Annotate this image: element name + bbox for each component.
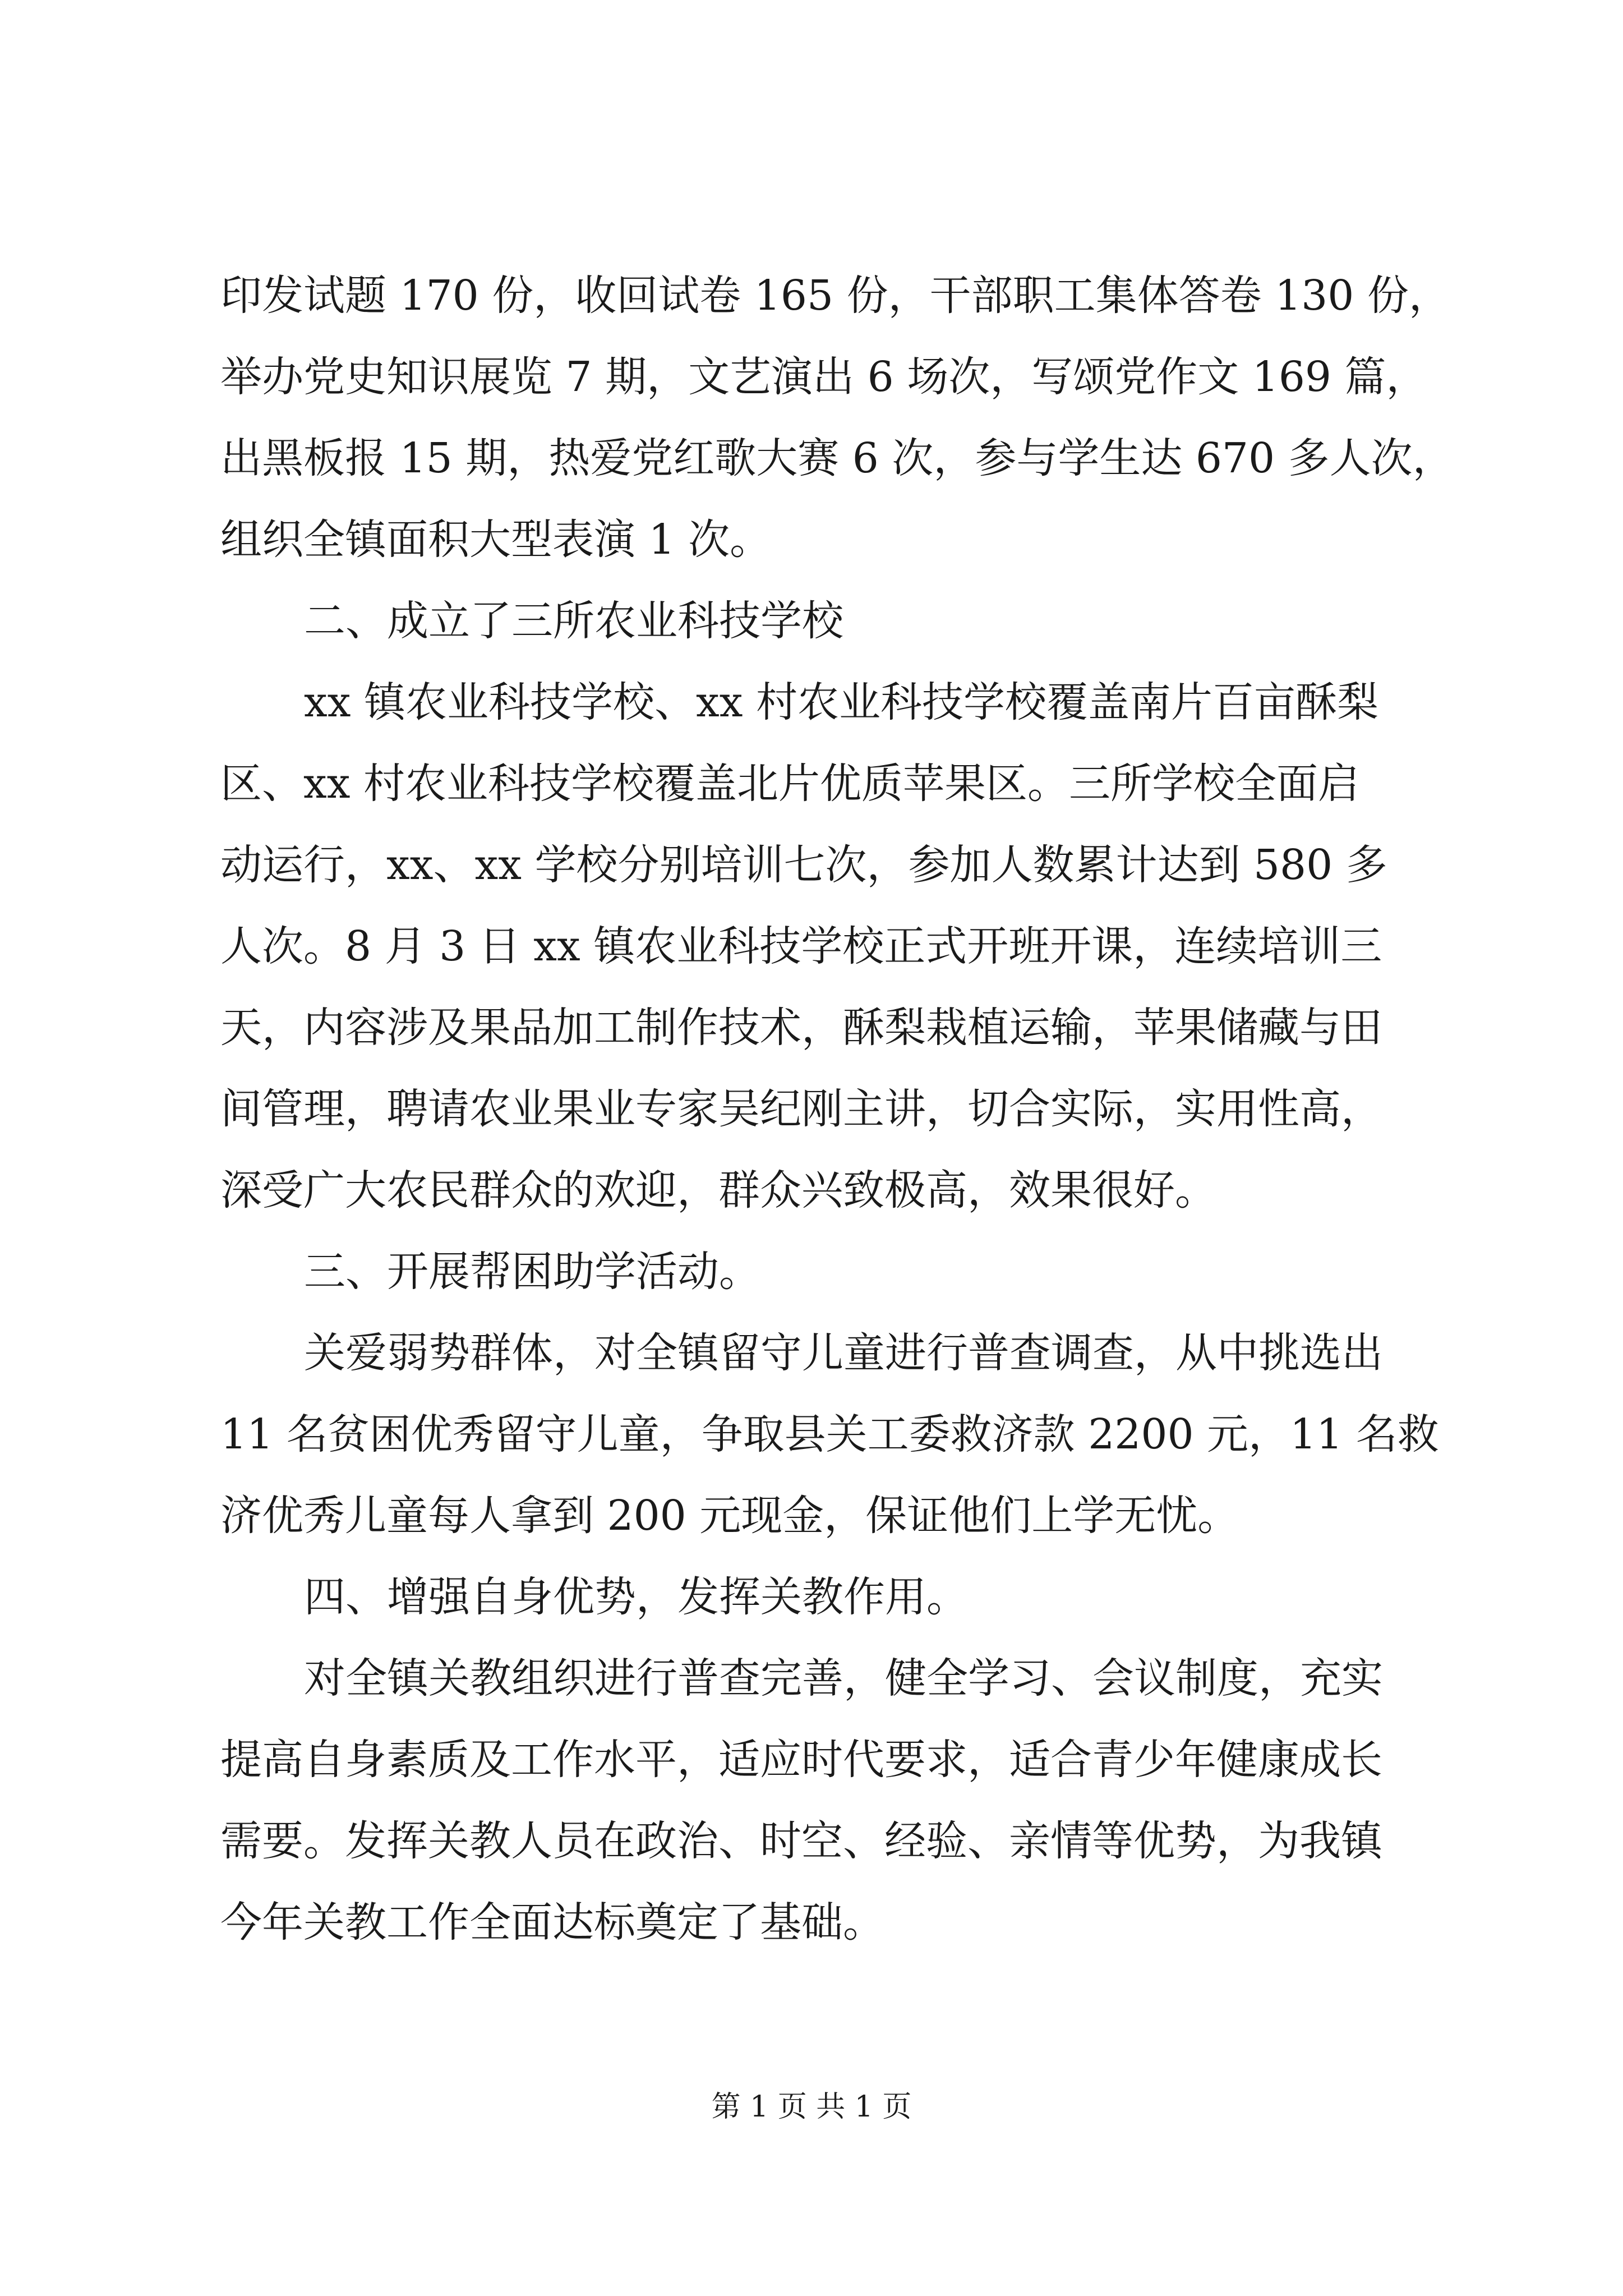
body-text-line: 需要。发挥关教人员在政治、时空、经验、亲情等优势，为我镇 [220, 1817, 1382, 1865]
body-text-line: 动运行，xx、xx 学校分别培训七次，参加人数累计达到 580 多 [220, 841, 1387, 889]
body-text-line: 间管理，聘请农业果业专家吴纪刚主讲，切合实际，实用性高， [220, 1085, 1382, 1133]
body-text-line: 今年关教工作全面达标奠定了基础。 [220, 1898, 884, 1947]
page-number-footer: 第 1 页 共 1 页 [711, 2090, 912, 2124]
body-text-line: 济优秀儿童每人拿到 200 元现金，保证他们上学无忧。 [220, 1492, 1239, 1540]
body-text-line: 区、xx 村农业科技学校覆盖北片优质苹果区。三所学校全面启 [220, 760, 1359, 808]
body-text-line: xx 镇农业科技学校、xx 村农业科技学校覆盖南片百亩酥梨 [304, 678, 1378, 726]
body-text-line: 提高自身素质及工作水平，适应时代要求，适合青少年健康成长 [220, 1736, 1382, 1784]
body-text-line: 人次。8 月 3 日 xx 镇农业科技学校正式开班开课，连续培训三 [220, 922, 1382, 970]
body-text-line: 出黑板报 15 期，热爱党红歌大赛 6 次，参与学生达 670 多人次， [220, 434, 1454, 482]
body-text-line: 印发试题 170 份，收回试卷 165 份，干部职工集体答卷 130 份， [220, 272, 1450, 320]
body-text-line: 对全镇关教组织进行普查完善，健全学习、会议制度，充实 [304, 1654, 1383, 1703]
body-text-line: 天，内容涉及果品加工制作技术，酥梨栽植运输，苹果储藏与田 [220, 1004, 1382, 1052]
body-text-line: 组织全镇面积大型表演 1 次。 [220, 516, 772, 564]
body-text-line: 深受广大农民群众的欢迎，群众兴致极高，效果很好。 [220, 1166, 1216, 1214]
section-heading: 四、增强自身优势，发挥关教作用。 [304, 1573, 968, 1621]
section-heading: 三、开展帮困助学活动。 [304, 1248, 760, 1296]
body-text-line: 举办党史知识展览 7 期，文艺演出 6 场次，写颂党作文 169 篇， [220, 353, 1428, 401]
body-text-line: 11 名贫困优秀留守儿童，争取县关工委救济款 2200 元，11 名救 [220, 1410, 1439, 1458]
section-heading: 二、成立了三所农业科技学校 [304, 597, 843, 645]
body-text-line: 关爱弱势群体，对全镇留守儿童进行普查调查，从中挑选出 [304, 1329, 1383, 1377]
